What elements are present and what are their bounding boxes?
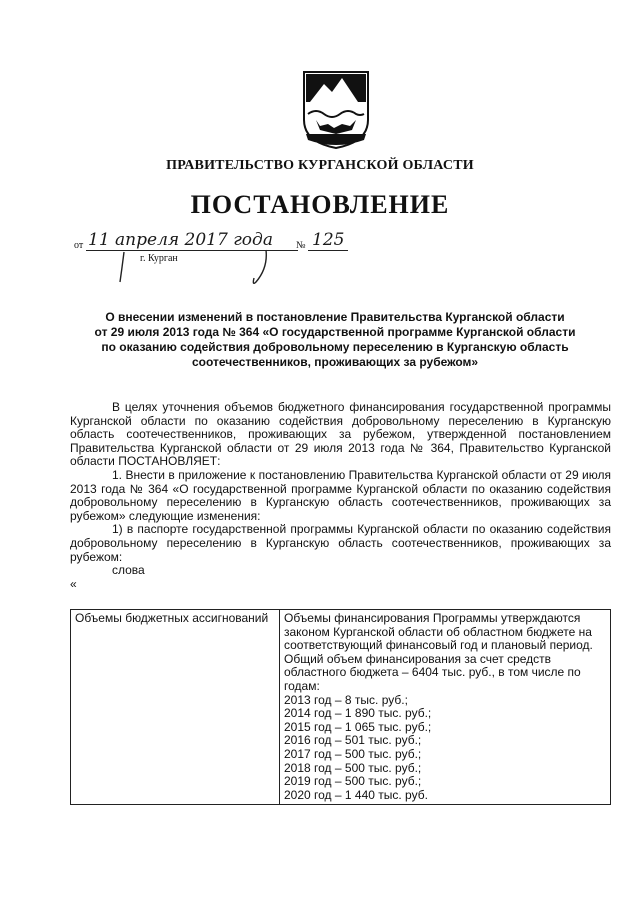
year-line: 2019 год – 500 тыс. руб.; — [284, 774, 422, 789]
coat-of-arms-icon — [300, 68, 372, 150]
document-type: ПОСТАНОВЛЕНИЕ — [190, 190, 450, 219]
number-label: № — [296, 240, 306, 251]
document-title — [70, 310, 600, 370]
title-line: по оказанию содействия добровольному переселению в Курганскую область — [101, 340, 569, 354]
year-line: 2013 год – 8 тыс. руб.; — [284, 692, 408, 707]
year-line: 2017 год – 500 тыс. руб.; — [284, 746, 422, 761]
funding-intro: Объемы финансирования Программы утверждаются законом Курганской области об областном бюджете на соответствующий финансовый год и плановый период. — [284, 611, 593, 653]
table-cell-content — [280, 610, 611, 805]
year-line: 2016 год – 501 тыс. руб.; — [284, 733, 422, 748]
year-line: 2014 год – 1 890 тыс. руб.; — [284, 706, 432, 721]
title-line: соотечественников, проживающих за рубежом» — [191, 355, 479, 369]
handwritten-date: 11 апреля 2017 года — [88, 230, 273, 250]
title-line: от 29 июля 2013 года № 364 «О государственной программе Курганской области — [94, 325, 576, 339]
organization-name: ПРАВИТЕЛЬСТВО КУРГАНСКОЙ ОБЛАСТИ — [166, 158, 474, 173]
from-label: от — [74, 240, 84, 251]
paragraph-preamble: В целях уточнения объемов бюджетного финансирования государственной программы Курганской области по оказанию содействия добровольному переселению в Курганскую область соотечественников, проживающих за рубежом, утвержденной постановлением Правительства Курганской области от 29 июля 2013 года № 364, Правительство Курганской области ПОСТАНОВЛЯЕТ: — [70, 400, 611, 469]
funding-total: Общий объем финансирования за счет средств областного бюджета – 6404 тыс. руб., в том числе по годам: — [284, 651, 581, 693]
year-line: 2015 год – 1 065 тыс. руб.; — [284, 719, 432, 734]
signature-stroke-icon — [118, 248, 278, 293]
number-underline — [308, 250, 348, 251]
body-text — [70, 401, 611, 591]
paragraph-words: слова — [112, 563, 145, 578]
paragraph-item-1: 1. Внести в приложение к постановлению Правительства Курганской области от 29 июля 2013 года № 364 «О государственной программе Курганской области по оказанию содействия добровольному переселению в Курганскую область соотечественников, проживающих за рубежом» следующие изменения: — [70, 467, 611, 523]
table-cell-label: Объемы бюджетных ассигнований — [71, 610, 280, 805]
paragraph-subitem-1: 1) в паспорте государственной программы Курганской области по оказанию содействия добровольному переселению в Курганскую область соотечественников, проживающих за рубежом: — [70, 522, 611, 564]
table-row — [71, 610, 611, 805]
handwritten-number: 125 — [312, 230, 345, 250]
year-line: 2020 год – 1 440 тыс. руб. — [284, 787, 428, 802]
quote-open: « — [70, 576, 77, 591]
budget-table — [70, 609, 611, 805]
city-label: г. Курган — [140, 253, 178, 264]
title-line: О внесении изменений в постановление Правительства Курганской области — [105, 310, 565, 324]
year-line: 2018 год – 500 тыс. руб.; — [284, 760, 422, 775]
